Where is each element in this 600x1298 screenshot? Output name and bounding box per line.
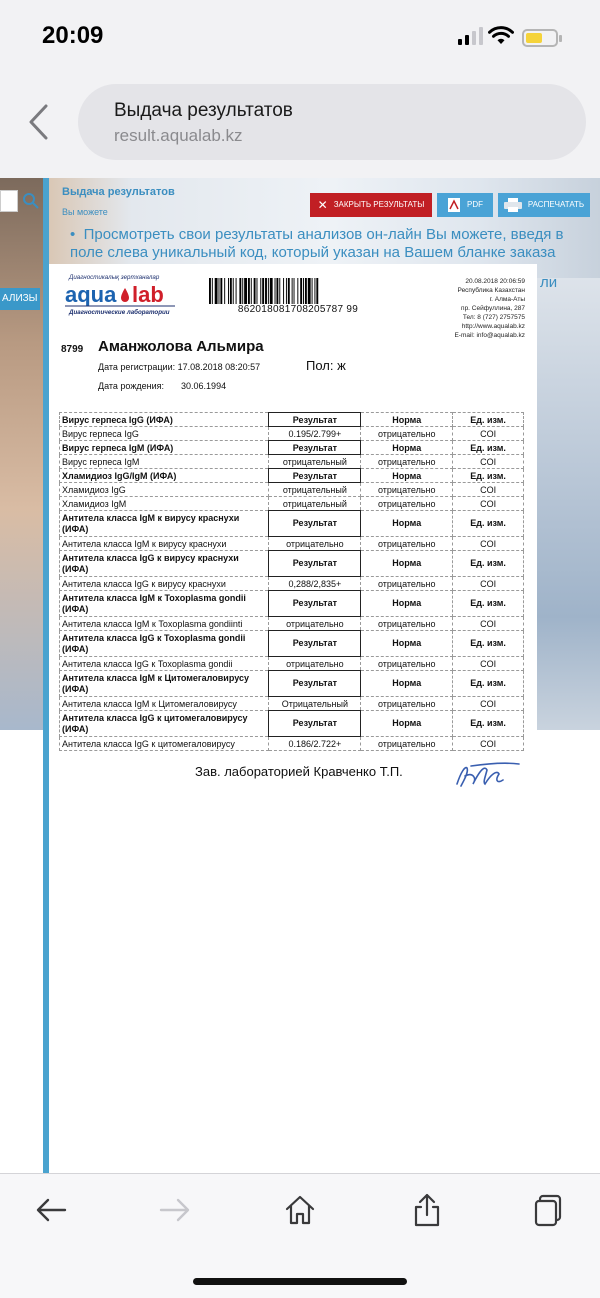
norm-value: отрицательно: [361, 737, 453, 751]
patient-gender: Пол: ж: [306, 358, 346, 373]
drop-icon: [121, 288, 129, 302]
aqualab-logo: [63, 272, 181, 318]
barcode-bar: [268, 278, 269, 304]
site-subheader: Вы можете: [62, 207, 108, 217]
table-row: [60, 697, 524, 711]
barcode-bar: [265, 278, 267, 304]
test-name: Антитела класса IgM к вирусу краснухи (ИФА): [60, 511, 269, 537]
lab-info: [395, 277, 525, 340]
test-name: Антитела класса IgG к вирусу краснухи (ИФА): [60, 551, 269, 577]
unit-value: Ед. изм.: [453, 441, 524, 455]
pdf-button[interactable]: [437, 193, 493, 217]
lab-street: пр. Сейфуллина, 287: [461, 305, 525, 312]
norm-value: Норма: [361, 671, 453, 697]
barcode-bar: [292, 278, 293, 304]
barcode-bar: [260, 278, 261, 304]
unit-value: COI: [453, 537, 524, 551]
norm-value: Норма: [361, 631, 453, 657]
test-name: Хламидиоз IgM: [60, 497, 269, 511]
url-bar[interactable]: [78, 84, 586, 160]
test-name: Вирус герпеса IgG: [60, 427, 269, 441]
logo-bottom-text: Диагностические лаборатории: [69, 309, 170, 316]
barcode-bar: [297, 278, 298, 304]
barcode-bar: [286, 278, 287, 304]
lab-country: Республика Казахстан: [457, 287, 525, 294]
test-name: Вирус герпеса IgM (ИФА): [60, 441, 269, 455]
table-section-header: [60, 551, 524, 577]
page-title: Выдача результатов: [114, 100, 293, 121]
results-sheet: [49, 264, 537, 1173]
registration-date: Дата регистрации: 17.08.2018 08:20:57: [98, 362, 261, 372]
test-name: Антитела класса IgG к цитомегаловирусу (ИФА): [60, 711, 269, 737]
barcode-bar: [239, 278, 241, 304]
promo-text: [70, 226, 595, 262]
search-icon[interactable]: [22, 192, 40, 210]
promo-right-fragment: ли: [540, 274, 558, 291]
print-label: РАСПЕЧАТАТЬ: [527, 200, 585, 209]
lab-website: http://www.aqualab.kz: [461, 323, 525, 330]
norm-value: Норма: [361, 551, 453, 577]
result-value: Результат: [269, 511, 361, 537]
unit-value: Ед. изм.: [453, 469, 524, 483]
web-content: [0, 178, 600, 1173]
barcode-bar: [220, 278, 222, 304]
result-value: 0,288/2,835+: [269, 577, 361, 591]
barcode: [209, 278, 387, 304]
result-value: отрицательный: [269, 455, 361, 469]
table-section-header: [60, 671, 524, 697]
table-row: [60, 617, 524, 631]
print-button[interactable]: [498, 193, 590, 217]
barcode-bar: [262, 278, 264, 304]
norm-value: отрицательно: [361, 427, 453, 441]
pdf-icon: [447, 197, 461, 213]
unit-value: COI: [453, 697, 524, 711]
result-value: Результат: [269, 631, 361, 657]
table-row: [60, 537, 524, 551]
barcode-bar: [254, 278, 256, 304]
print-datetime: 20.08.2018 20:06:59: [465, 278, 525, 285]
table-row: [60, 427, 524, 441]
logo-lab-text: lab: [132, 282, 164, 307]
barcode-bar: [236, 278, 237, 304]
barcode-bar: [283, 278, 284, 304]
table-row: [60, 483, 524, 497]
back-chevron-icon[interactable]: [26, 102, 50, 142]
barcode-bar: [257, 278, 258, 304]
result-value: отрицательный: [269, 497, 361, 511]
close-results-button[interactable]: [310, 193, 432, 217]
lab-phone: Тел: 8 (727) 2757575: [462, 314, 525, 321]
table-section-header: [60, 441, 524, 455]
result-value: отрицательно: [269, 537, 361, 551]
birth-row: [98, 381, 226, 391]
table-row: [60, 657, 524, 671]
status-time: 20:09: [42, 22, 104, 49]
signature-image: [451, 758, 521, 792]
analyses-tab[interactable]: АЛИЗЫ: [0, 288, 40, 310]
test-name: Антитела класса IgG к Toxoplasma gondii: [60, 657, 269, 671]
table-section-header: [60, 591, 524, 617]
code-input[interactable]: [0, 190, 18, 212]
norm-value: отрицательно: [361, 483, 453, 497]
table-section-header: [60, 711, 524, 737]
test-name: Антитела класса IgM к Toxoplasma gondii (ИФА): [60, 591, 269, 617]
result-value: Результат: [269, 441, 361, 455]
close-results-label: ЗАКРЫТЬ РЕЗУЛЬТАТЫ: [333, 200, 425, 210]
table-section-header: [60, 469, 524, 483]
tabs-icon[interactable]: [531, 1192, 567, 1228]
unit-value: Ед. изм.: [453, 511, 524, 537]
norm-value: отрицательно: [361, 497, 453, 511]
unit-value: COI: [453, 483, 524, 497]
unit-value: COI: [453, 577, 524, 591]
battery-tip: [559, 35, 562, 42]
table-row: [60, 497, 524, 511]
patient-id: 8799: [61, 344, 84, 355]
norm-value: Норма: [361, 591, 453, 617]
table-row: [60, 577, 524, 591]
barcode-bar: [212, 278, 213, 304]
logo-aqua-text: aqua: [65, 282, 117, 307]
test-name: Хламидиоз IgG: [60, 483, 269, 497]
table-row: [60, 455, 524, 469]
background-photo-left: [0, 178, 44, 730]
unit-value: COI: [453, 497, 524, 511]
norm-value: Норма: [361, 441, 453, 455]
barcode-bar: [233, 278, 234, 304]
unit-value: COI: [453, 657, 524, 671]
signature-line: Зав. лабораторией Кравченко Т.П.: [195, 764, 403, 779]
results-table: [59, 412, 524, 751]
unit-value: Ед. изм.: [453, 551, 524, 577]
norm-value: отрицательно: [361, 697, 453, 711]
table-section-header: [60, 413, 524, 427]
barcode-bar: [303, 278, 304, 304]
result-value: 0.195/2.799+: [269, 427, 361, 441]
norm-value: отрицательно: [361, 657, 453, 671]
result-value: Результат: [269, 591, 361, 617]
bullet: •: [70, 226, 84, 243]
unit-value: COI: [453, 617, 524, 631]
table-section-header: [60, 631, 524, 657]
barcode-bar: [305, 278, 307, 304]
result-value: Результат: [269, 413, 361, 427]
background-photo-right: [528, 278, 600, 730]
barcode-bar: [248, 278, 250, 304]
test-name: Антитела класса IgM к Цитомегаловирусу: [60, 697, 269, 711]
status-bar: [0, 0, 600, 70]
barcode-bar: [288, 278, 290, 304]
norm-value: отрицательно: [361, 537, 453, 551]
close-icon: ✕: [317, 198, 328, 212]
barcode-bar: [279, 278, 280, 304]
test-name: Хламидиоз IgG/IgM (ИФА): [60, 469, 269, 483]
unit-value: Ед. изм.: [453, 591, 524, 617]
norm-value: Норма: [361, 511, 453, 537]
barcode-bar: [219, 278, 220, 304]
unit-value: Ед. изм.: [453, 413, 524, 427]
result-value: Результат: [269, 469, 361, 483]
birth-label: Дата рождения:: [98, 381, 164, 391]
birth-date: 30.06.1994: [181, 381, 227, 391]
result-value: Результат: [269, 711, 361, 737]
battery-icon: [522, 29, 558, 47]
site-header: Выдача результатов: [62, 186, 175, 198]
browser-address-area: [0, 70, 600, 178]
barcode-bar: [228, 278, 229, 304]
test-name: Антитела класса IgG к вирусу краснухи: [60, 577, 269, 591]
forward-arrow-icon[interactable]: [157, 1192, 193, 1228]
test-name: Вирус герпеса IgM: [60, 455, 269, 469]
wifi-icon: [488, 26, 514, 46]
patient-name: Аманжолова Альмира: [98, 338, 264, 355]
test-name: Вирус герпеса IgG (ИФА): [60, 413, 269, 427]
logo-top-text: Диагностикалық зертханалар: [69, 274, 160, 281]
cellular-signal-icon: [458, 26, 484, 46]
pdf-label: PDF: [467, 200, 483, 209]
result-value: Результат: [269, 551, 361, 577]
test-name: Антитела класса IgM к Цитомегаловирусу (ИФА): [60, 671, 269, 697]
lab-city: г. Алма-Аты: [489, 296, 525, 303]
result-value: Отрицательный: [269, 697, 361, 711]
norm-value: отрицательно: [361, 617, 453, 631]
norm-value: отрицательно: [361, 577, 453, 591]
back-arrow-icon[interactable]: [33, 1192, 69, 1228]
unit-value: Ед. изм.: [453, 631, 524, 657]
result-value: отрицательный: [269, 483, 361, 497]
unit-value: COI: [453, 455, 524, 469]
share-icon[interactable]: [409, 1192, 445, 1228]
test-name: Антитела класса IgM к вирусу краснухи: [60, 537, 269, 551]
barcode-bar: [276, 278, 278, 304]
unit-value: Ед. изм.: [453, 711, 524, 737]
barcode-bar: [312, 278, 313, 304]
barcode-bar: [251, 278, 252, 304]
norm-value: Норма: [361, 413, 453, 427]
battery-level: [526, 33, 542, 43]
result-value: отрицательно: [269, 657, 361, 671]
lab-email: E-mail: info@aqualab.kz: [454, 332, 525, 339]
url-host: result.aqualab.kz: [114, 126, 243, 145]
barcode-bar: [270, 278, 273, 304]
home-icon[interactable]: [282, 1192, 318, 1228]
barcode-bar: [224, 278, 225, 304]
unit-value: Ед. изм.: [453, 671, 524, 697]
result-value: Результат: [269, 671, 361, 697]
test-name: Антитела класса IgG к цитомегаловирусу: [60, 737, 269, 751]
barcode-number: 862018081708205787 99: [237, 304, 359, 315]
barcode-bar: [316, 278, 318, 304]
barcode-bar: [209, 278, 211, 304]
table-row: [60, 737, 524, 751]
barcode-bar: [314, 278, 315, 304]
test-name: Антитела класса IgM к Toxoplasma gondiinti: [60, 617, 269, 631]
unit-value: COI: [453, 427, 524, 441]
barcode-bar: [275, 278, 276, 304]
barcode-bar: [300, 278, 302, 304]
printer-icon: [504, 198, 522, 212]
table-section-header: [60, 511, 524, 537]
bottom-toolbar: [0, 1173, 600, 1298]
barcode-bar: [244, 278, 247, 304]
norm-value: Норма: [361, 469, 453, 483]
barcode-bar: [215, 278, 218, 304]
unit-value: COI: [453, 737, 524, 751]
barcode-bar: [308, 278, 311, 304]
barcode-bar: [230, 278, 232, 304]
result-value: 0.186/2.722+: [269, 737, 361, 751]
test-name: Антитела класса IgG к Toxoplasma gondii (ИФА): [60, 631, 269, 657]
promo-text-content: Просмотреть свои результаты анализов он-лайн Вы можете, введя в поле слева уникальный код, который указан на Вашем бланке заказа: [70, 226, 564, 261]
home-indicator: [193, 1278, 407, 1285]
norm-value: отрицательно: [361, 455, 453, 469]
barcode-bar: [242, 278, 243, 304]
result-value: отрицательно: [269, 617, 361, 631]
norm-value: Норма: [361, 711, 453, 737]
barcode-bar: [294, 278, 295, 304]
